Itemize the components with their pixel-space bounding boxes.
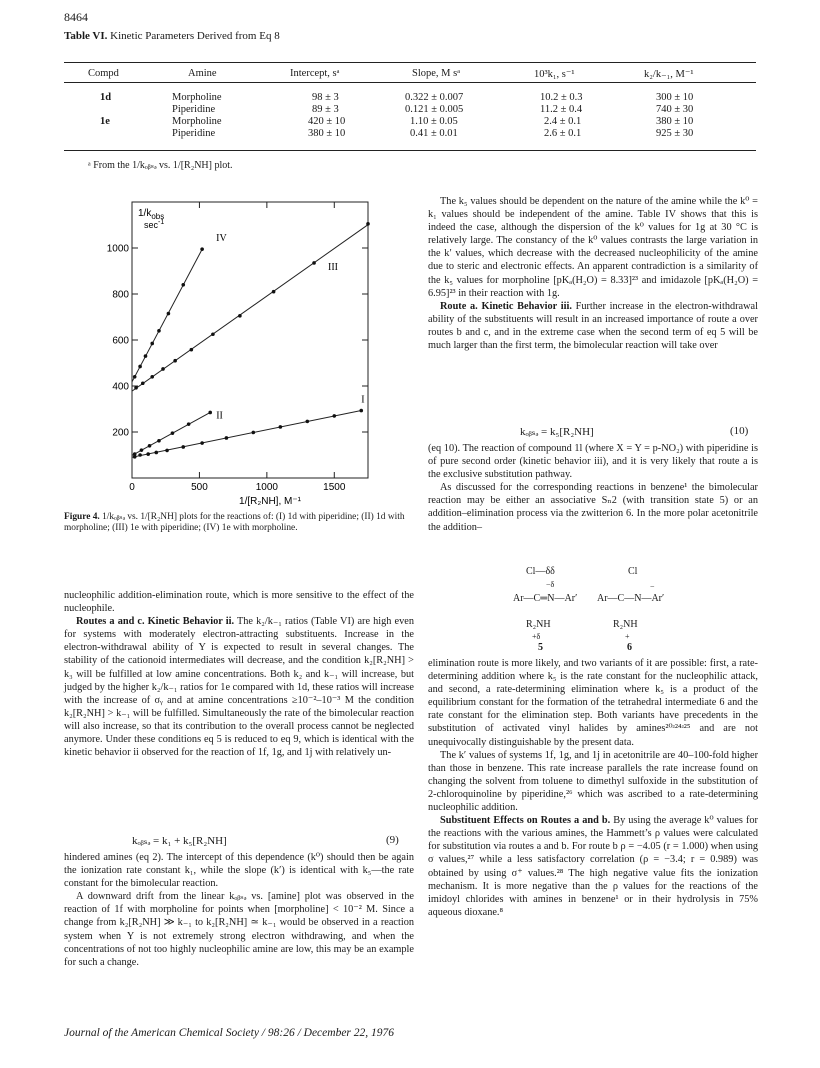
table-cell-amine: Piperidine (172, 128, 216, 139)
data-point-I (252, 431, 256, 435)
table-cell-slope: 0.41 ± 0.01 (410, 128, 458, 139)
structure-6-top: Cl (628, 566, 638, 577)
data-point-III (366, 222, 370, 226)
data-point-II (157, 439, 161, 443)
paragraph: As discussed for the corresponding reactions in benzene¹ the bimolecular reaction may be either an associative Sₙ2 (with transition state 5) or an addition–elimination process via the zwitterion 6. In the more polar acetonitrile the addition– (428, 482, 758, 533)
left-column (64, 589, 414, 759)
data-point-III (190, 348, 194, 352)
table-cell-slope: 0.121 ± 0.005 (405, 104, 464, 115)
data-point-IV (181, 283, 185, 287)
table-title-text: Kinetic Parameters Derived from Eq 8 (110, 30, 280, 42)
structure-6-mid: Ar—C—N—Ar′ (597, 593, 665, 604)
table-cell-k2k1: 740 ± 30 (656, 104, 694, 115)
structure-6-number: 6 (627, 642, 632, 653)
structure-5-number: 5 (538, 642, 543, 653)
data-point-I (306, 420, 310, 424)
structure-6-bottom: R₂NH (613, 619, 638, 630)
paragraph-text: Further increase in the electron-withdrawal ability of the substituents will result in an increased importance of route a over routes b and c, and in the extreme case when the second term of eq 5 will be much larger than the first term, the bimolecular reaction will take over (428, 300, 758, 352)
data-point-III (141, 381, 145, 385)
table-cell-k2k1: 925 ± 30 (656, 128, 694, 139)
x-axis-label: 1/[R₂NH], M⁻¹ (239, 496, 301, 507)
structure-5-minus: −δ (546, 580, 555, 589)
data-point-I (225, 436, 229, 440)
plot-frame (132, 202, 368, 478)
data-point-III (211, 332, 215, 336)
paragraph: A downward drift from the linear kₒᵦₛₔ vs. [amine] plot was observed in the reaction of 1f with morpholine for points when [morpholine] < 10⁻² M. Since a change from k₂[R₂NH] ≫ k₋₁ to k₂[R₂NH] ≃ k₋₁ would be observed in a reaction system when Y is not extremely strong electron withdrawing, and when the concentrations of not too highly nucleophilic amine are low, this may be an example for such a change. (64, 891, 414, 968)
equation-9: kₒᵦₛₔ = k₁ + k₅[R₂NH] (132, 835, 227, 847)
table-cell-k1: 11.2 ± 0.4 (540, 104, 583, 115)
table-title (64, 30, 280, 42)
paragraph-heading: Routes a and c. Kinetic Behavior ii. (76, 616, 235, 628)
y-tick-label: 200 (112, 427, 129, 439)
data-point-IV (157, 329, 161, 333)
y-tick-label: 600 (112, 335, 129, 347)
data-point-I (154, 451, 158, 455)
table-cell-amine: Piperidine (172, 104, 216, 115)
axis-ticks (107, 202, 368, 493)
structure-6-minus: − (650, 582, 655, 591)
data-point-III (150, 375, 154, 379)
data-point-IV (200, 247, 204, 251)
data-point-II (148, 444, 152, 448)
data-point-I (279, 425, 283, 429)
x-tick-label: 500 (191, 482, 208, 493)
table-header-k2k1: k₂/k₋₁, M⁻¹ (644, 69, 694, 80)
left-column-continued (64, 851, 414, 969)
table-cell-k2k1: 300 ± 10 (656, 92, 694, 103)
fit-lines (132, 225, 368, 458)
series-label-I: I (361, 394, 365, 406)
data-point-I (200, 441, 204, 445)
paragraph (64, 615, 414, 759)
data-point-III (238, 314, 242, 318)
data-point-III (272, 290, 276, 294)
table-label: Table VI. (64, 30, 108, 42)
y-tick-label: 1000 (106, 243, 129, 255)
paragraph: The k₅ values should be dependent on the nature of the amine while the k⁰ = k₁ values should be independent of the amine. Table IV shows that this is indeed the case, although the dispersion of the k⁰ values for 1g at 30 °C is relatively large. The constancy of the k⁰ values contrasts the large variation in the k′ values, which decrease with the decreased nucleophilicity of the amine due to steric and electronic effects. An apparent contradiction is a similarity of the k₅ values for morpholine [pKₐ(H₂O) = 8.33]²³ and imidazole [pKₐ(H₂O) = 6.95]²³ in their reaction with 1g. (428, 196, 758, 299)
table-header-intercept: Intercept, sᵃ (290, 68, 340, 79)
y-tick-label: 800 (112, 289, 129, 301)
right-column-continued (428, 442, 758, 534)
data-point-I (181, 445, 185, 449)
data-point-III (161, 367, 165, 371)
equation-9-number: (9) (386, 834, 399, 846)
table-cell-k1: 2.4 ± 0.1 (544, 116, 582, 127)
paragraph: (eq 10). The reaction of compound 1l (where X = Y = p-NO₂) with piperidine is of pure second order (kinetic behavior iii), and it is very likely that route a is the exclusive substitution pathway. (428, 443, 758, 481)
structure-6-plus: + (625, 632, 630, 641)
table-cell-intercept: 420 ± 10 (308, 116, 346, 127)
right-column-lower (428, 657, 758, 919)
paragraph-heading: Substituent Effects on Routes a and b. (440, 815, 611, 827)
data-point-III (312, 261, 316, 265)
x-tick-label: 1000 (255, 482, 278, 493)
data-point-I (138, 453, 142, 457)
y-tick-label: 400 (112, 381, 129, 393)
table-cell-compd: 1e (100, 116, 110, 127)
data-point-III (134, 386, 138, 390)
paragraph-text: By using the average k⁰ values for the reactions with the various amines, the Hammett’s ρ values were calculated for substitution via routes a and b. For route b ρ = −4.05 (r = 1.000) when using σ values,²⁷ while a less satisfactory correlation (ρ = −3.4; r = 0.989) was obtained by using σ⁺ values.²⁸ The high negative value fits the ionization mechanism. It is more negative than the ρ values for the reactions of the imidoyl chlorides with amines in benzene¹ or in their hydrolysis in 75% aqueous dioxane.⁸ (428, 815, 758, 918)
paragraph-text: The k₂/k₋₁ ratios (Table VI) are high even for systems with moderately electron-attracting substituents. Increase in the electron-withdrawal ability of Y is expected to result in several changes. The stability of the cationoid intermediates will decrease, and the condition k₂[R₂NH] > k₃ will be fulfilled at low amine concentrations. Both k₂ and k₋₁ will increase, but judged by the higher k₂/k₋₁ ratios for 1e compared with 1d, these ratios will increase with the increase of σᵧ and at amine concentrations ≥10⁻²–10⁻³ M the condition k₂[R₂NH] > k₋₁ will be fulfilled. Simultaneously the rate of the bimolecular reaction will also increase, so that its contribution to the overall process cannot be neglected anymore. Under these conditions eq 5 is reduced to eq 9, which is identical with the kinetic behavior ii observed for the reaction of 1f, 1g, and 1j with relatively un- (64, 616, 414, 759)
data-point-II (171, 431, 175, 435)
figure-4-chart (60, 192, 420, 508)
table-header-slope: Slope, M sᵃ (412, 68, 461, 79)
paragraph (428, 300, 758, 352)
page-number: 8464 (64, 10, 88, 24)
plot-border (132, 202, 368, 478)
paragraph: hindered amines (eq 2). The intercept of this dependence (k⁰) should then be again the ionization rate constant k₁, while the slope (k′) is identical with k₅—the rate constant for the bimolecular reaction. (64, 852, 414, 890)
table-cell-k1: 2.6 ± 0.1 (544, 128, 582, 139)
table-header-k1: 10³k₁, s⁻¹ (534, 69, 575, 80)
structure-5-bottom: R₂NH (526, 619, 551, 630)
x-tick-label: 0 (129, 482, 135, 493)
data-point-II (140, 448, 144, 452)
table-header-compd: Compd (88, 68, 119, 79)
table-cell-intercept: 89 ± 3 (312, 104, 339, 115)
data-point-I (146, 452, 150, 456)
data-point-I (165, 449, 169, 453)
data-point-II (187, 422, 191, 426)
data-point-I (332, 414, 336, 418)
table-cell-k2k1: 380 ± 10 (656, 116, 694, 127)
data-point-I (359, 409, 363, 413)
table-cell-slope: 1.10 ± 0.05 (410, 116, 458, 127)
figure-caption-text: 1/kₒᵦₛₔ vs. 1/[R₂NH] plots for the reactions of: (I) 1d with piperidine; (II) 1d with morpholine; (III) 1e with piperidine; (IV) 1e with morpholine. (64, 512, 405, 533)
fit-line-IV (132, 249, 202, 382)
paragraph (428, 814, 758, 919)
x-tick-label: 1500 (323, 482, 346, 493)
table-cell-slope: 0.322 ± 0.007 (405, 92, 464, 103)
right-column (428, 195, 758, 352)
series-label-II: II (216, 410, 223, 422)
data-point-IV (150, 342, 154, 346)
data-point-IV (167, 312, 171, 316)
table-cell-compd: 1d (100, 92, 112, 103)
table-header-amine: Amine (188, 68, 217, 79)
figure-caption-label: Figure 4. (64, 512, 100, 522)
data-point-II (208, 411, 212, 415)
data-point-IV (133, 375, 137, 379)
paragraph: nucleophilic addition-elimination route, which is more sensitive to the effect of the nucleophile. (64, 590, 414, 615)
table-top-rule (64, 62, 756, 63)
figure-caption (64, 512, 414, 534)
data-point-II (133, 452, 137, 456)
paragraph: The k′ values of systems 1f, 1g, and 1j in acetonitrile are 40–100-fold higher than those in benzene. This rate increase parallels the rate increase found on changing the solvent from toluene to dimethyl sulfoxide in the substitution of 2-chloroquinoline by piperidine,²⁶ which was ascribed to a rate-determining nucleophilic addition. (428, 749, 758, 814)
y-axis-label-line1: $1/k_{obs}$ (138, 208, 165, 221)
data-point-IV (144, 354, 148, 358)
table-cell-amine: Morpholine (172, 92, 222, 103)
table-cell-intercept: 380 ± 10 (308, 128, 346, 139)
structure-5-top: Cl—δδ (526, 566, 555, 577)
table-footnote: ᵃ From the 1/kₒᵦₛₔ vs. 1/[R₂NH] plot. (88, 160, 233, 171)
series-label-III: III (328, 261, 338, 273)
table-bottom-rule (64, 150, 756, 151)
data-point-IV (138, 365, 142, 369)
paragraph-heading: Route a. Kinetic Behavior iii. (440, 300, 572, 312)
paragraph: elimination route is more likely, and two variants of it are possible: first, a rate-determining addition where k₅ is the rate constant for the nucleophilic attack, and second, a rate-determining elimination where k₅ is a product of the equilibrium constant for the formation of the tetrahedral intermediate 6 and the rate constant for the elimination step. Both variants have precedents in the substitution of activated vinyl halides by amines²⁰ʴ²⁴ʴ²⁵ and are not unequivocally distinguishable by the present data. (428, 658, 758, 748)
table-cell-k1: 10.2 ± 0.3 (540, 92, 583, 103)
table-cell-amine: Morpholine (172, 116, 222, 127)
data-point-III (173, 359, 177, 363)
structure-5-plus: +δ (532, 632, 541, 641)
structure-5-mid: Ar—C═N—Ar′ (513, 593, 578, 604)
journal-footer: Journal of the American Chemical Society / 98:26 / December 22, 1976 (64, 1027, 395, 1039)
series-label-IV: IV (216, 233, 227, 245)
equation-10-number: (10) (730, 425, 749, 437)
series-labels (216, 233, 364, 421)
data-points (133, 222, 370, 459)
y-axis-label-line2: $\sec^{-1}$ (144, 219, 165, 230)
fit-line-III (132, 225, 368, 391)
equation-10: kₒᵦₛₔ = k₅[R₂NH] (520, 426, 594, 438)
table-cell-intercept: 98 ± 3 (312, 92, 339, 103)
table-header-rule (64, 82, 756, 83)
